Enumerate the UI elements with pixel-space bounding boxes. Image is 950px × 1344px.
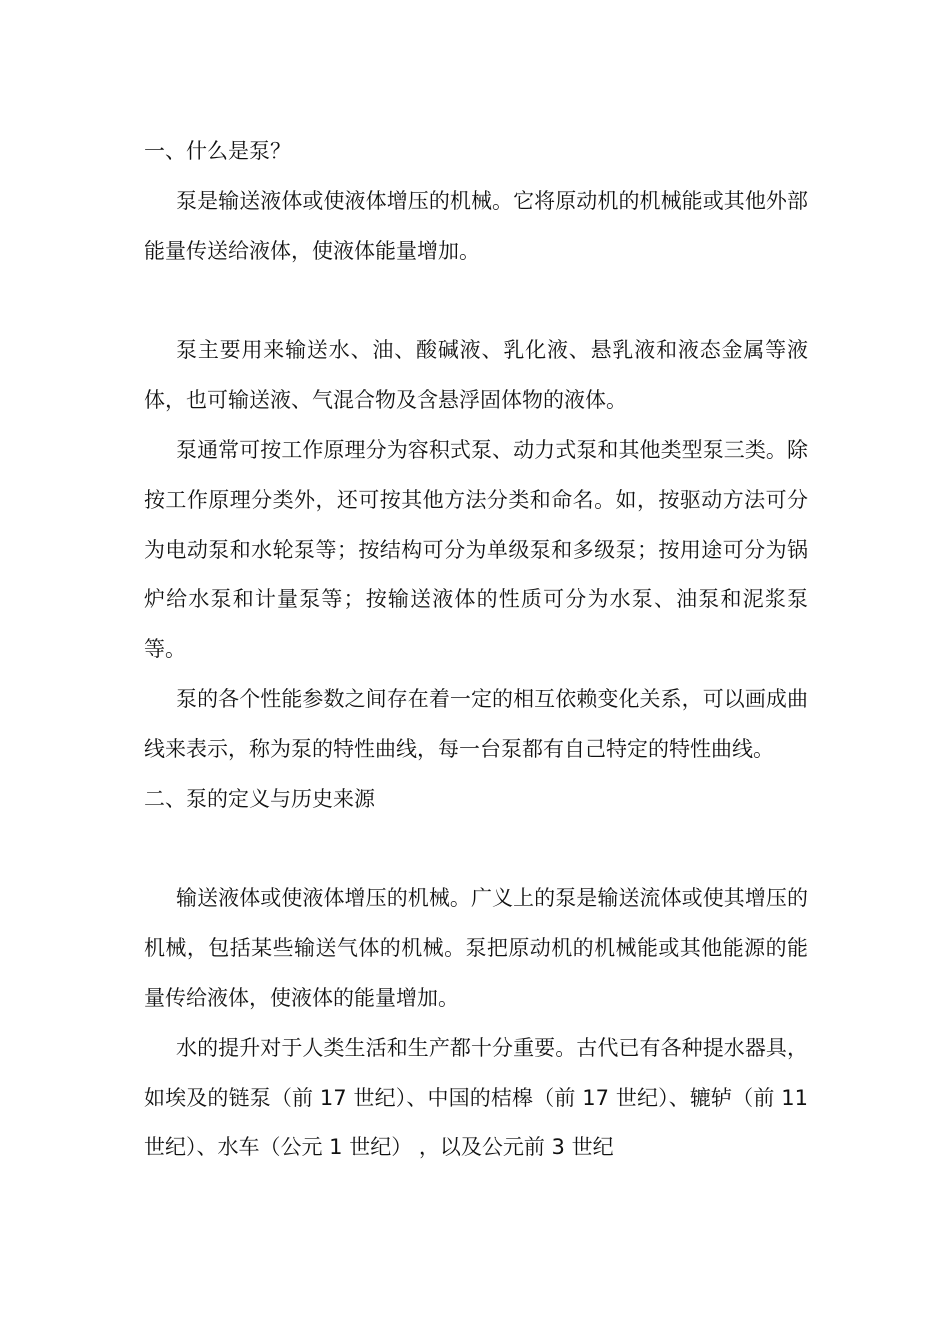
section-heading-definition-history: 二、泵的定义与历史来源 (144, 786, 375, 811)
paragraph-pump-broad-definition: 输送液体或使液体增压的机械。广义上的泵是输送流体或使其增压的机械，包括某些输送气体的机械。泵把原动机的机械能或其他能源的能量传给液体，使液体的能量增加。 (144, 886, 808, 1010)
paragraph-pump-classification: 泵通常可按工作原理分为容积式泵、动力式泵和其他类型泵三类。除按工作原理分类外，还可按其他方法分类和命名。如，按驱动方法可分为电动泵和水轮泵等；按结构可分为单级泵和多级泵；按用途可分为锅炉给水泵和计量泵等；按输送液体的性质可分为水泵、油泵和泥浆泵等。 (144, 437, 808, 662)
document-body (144, 127, 808, 1173)
section-heading-what-is-pump: 一、什么是泵？ (144, 139, 291, 163)
paragraph-pump-history: 水的提升对于人类生活和生产都十分重要。古代已有各种提水器具，如埃及的链泵（前 17 世纪）、中国的桔槔（前 17 世纪）、辘轳（前 11 世纪）、水车（公元 1 世纪） ，以及公元前 3 世纪 (144, 1035, 808, 1160)
paragraph-pump-uses: 泵主要用来输送水、油、酸碱液、乳化液、悬乳液和液态金属等液体，也可输送液、气混合物及含悬浮固体物的液体。 (144, 338, 808, 413)
paragraph-pump-characteristic-curves: 泵的各个性能参数之间存在着一定的相互依赖变化关系，可以画成曲线来表示，称为泵的特性曲线，每一台泵都有自己特定的特性曲线。 (144, 686, 808, 761)
blank-line (144, 276, 808, 326)
blank-line (144, 824, 808, 874)
paragraph-pump-definition: 泵是输送液体或使液体增压的机械。它将原动机的机械能或其他外部能量传送给液体，使液体能量增加。 (144, 188, 808, 263)
